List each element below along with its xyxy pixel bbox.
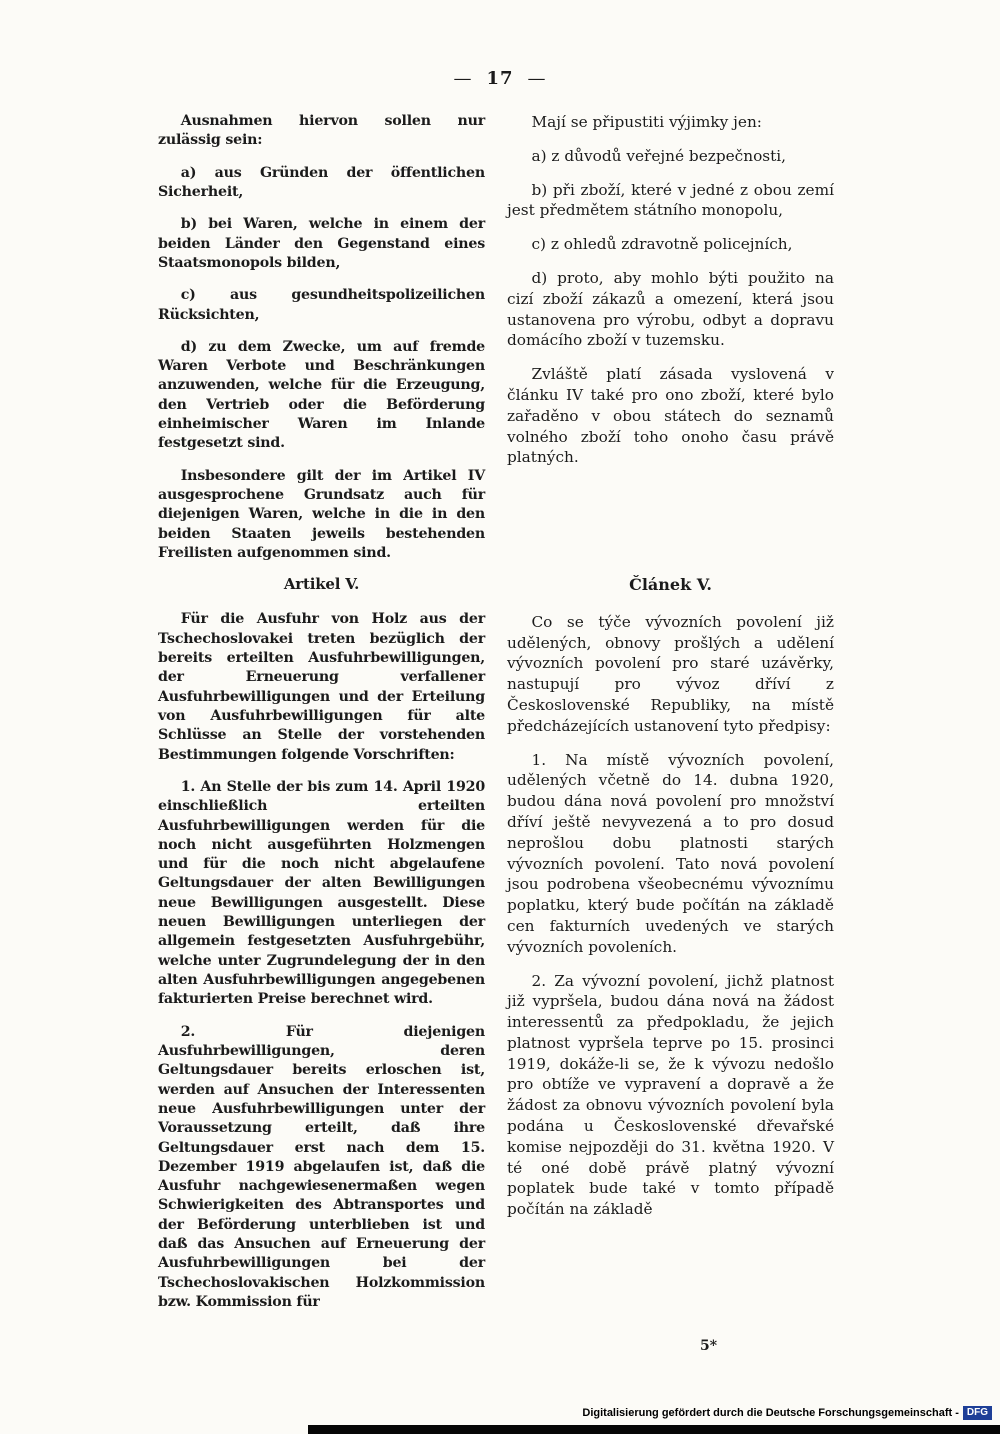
german-list-item-d: d) zu dem Zwecke, um auf fremde Waren Verbote und Beschränkungen anzuwenden, welche für die Erzeugung, den Vertrieb oder die Beförderung einheimischer Waren im Inlande festgesetzt sind. (158, 338, 485, 452)
czech-numbered-paragraph-1: 1. Na místě vývozních povolení, udělených včetně do 14. dubna 1920, budou dána nová povolení pro množství dříví ještě nevyvezená a to pro dosud neprošlou dobu platnosti starých vývozních povolení. Tato nová povolení jsou podrobena všeobecnému vývoznímu poplatku, který bude počítán na základě cen fakturních uvedených ve starých vývozních povoleních. (507, 750, 834, 956)
scan-edge-bar (308, 1425, 1000, 1434)
german-numbered-paragraph-2: 2. Für diejenigen Ausfuhrbewilligungen, deren Geltungsdauer bereits erloschen ist, werden auf Ansuchen der Interessenten neue Ausfuhrbewilligungen unter der Voraussetzung erteilt, daß ihre Geltungsdauer erst nach dem 15. Dezember 1919 abgelaufen ist, daß die Ausfuhr nachgewiesenermaßen wegen Schwierigkeiten des Abtransportes und der Beförderung unterblieben ist und daß das Ansuchen auf Erneuerung der Ausfuhrbewilligungen bei der Tschechoslovakischen Holzkommission bzw. Kommission für (158, 1023, 485, 1311)
czech-list-item-d: d) proto, aby mohlo býti použito na cizí zboží zákazů a omezení, která jsou ustanovena pro výrobu, odbyt a dopravu domácího zboží v tuzemsku. (507, 268, 834, 350)
german-column (158, 112, 485, 1325)
czech-column (507, 112, 834, 1325)
german-article-iv-section (158, 112, 485, 564)
page-number-value: 17 (486, 68, 514, 89)
german-numbered-paragraph-1: 1. An Stelle der bis zum 14. April 1920 einschließlich erteilten Ausfuhrbewilligungen werden für die noch nicht ausgeführten Holzmengen und für die noch nicht abgelaufene Geltungsdauer der alten Bewilligungen neue Bewilligungen ausgestellt. Diese neuen Bewilligungen unterliegen der allgemein festgesetzten Ausfuhrgebühr, welche unter Zugrundelegung der in den alten Ausfuhrbewilligungen angegebenen fakturierten Preise berechnet wird. (158, 778, 485, 1008)
digitization-credit-text: Digitalisierung gefördert durch die Deutsche Forschungsgemeinschaft - (582, 1407, 959, 1419)
two-column-text-block (158, 112, 834, 1325)
printers-signature-mark: 5* (700, 1338, 718, 1354)
german-list-item-c: c) aus gesundheitspolizeilichen Rücksichten, (158, 287, 485, 323)
german-intro-paragraph: Ausnahmen hiervon sollen nur zulässig sein: (158, 113, 485, 149)
german-list-item-b: b) bei Waren, welche in einem der beiden Länder den Gegenstand eines Staatsmonopols bilden, (158, 216, 485, 271)
german-insbesondere-paragraph: Insbesondere gilt der im Artikel IV ausgesprochene Grundsatz auch für diejenigen Waren, welche in die in den beiden Staaten jeweils bestehenden Freilisten aufgenommen sind. (158, 467, 485, 561)
page-number-dash-left: — (453, 68, 473, 89)
czech-list-item-a: a) z důvodů veřejné bezpečnosti, (531, 146, 787, 165)
czech-intro-paragraph: Mají se připustiti výjimky jen: (531, 113, 762, 131)
digitization-credit (582, 1406, 992, 1420)
czech-list-item-b: b) při zboží, které v jedné z obou zemí jest předmětem státního monopolu, (507, 180, 834, 220)
page-number-dash-right: — (527, 68, 547, 89)
german-article-v-heading: Artikel V. (283, 575, 360, 593)
czech-article-v-heading: Článek V. (629, 575, 712, 594)
german-list-item-a: a) aus Gründen der öffentlichen Sicherheit, (158, 164, 485, 200)
czech-numbered-paragraph-2: 2. Za vývozní povolení, jichž platnost již vypršela, budou dána nová na žádost interessentů za předpokladu, že jejich platnost vypršela teprve po 15. prosinci 1919, dokáže-li se, že k vývozu nedošlo pro obtíže ve vypravení a dopravě a že žádost za obnovu vývozních povolení byla podána u Československé dřevařské komise nejpozději do 31. května 1920. V té oné době právě platný vývozní poplatek bude také v tomto případě počítán na základě (507, 971, 834, 1219)
czech-list-item-c: c) z ohledů zdravotně policejních, (531, 235, 793, 254)
czech-article-iv-section (507, 112, 834, 564)
page-number (0, 68, 1000, 89)
dfg-logo: DFG (963, 1406, 992, 1420)
czech-zvlaste-paragraph: Zvláště platí zásada vyslovená v článku IV také pro ono zboží, které bylo zařaděno v obou státech do seznamů volného zboží toho onoho času právě platných. (507, 365, 834, 467)
czech-article-v-intro: Co se týče vývozních povolení již udělených, obnovy prošlých a udělení vývozních povolení pro staré uzávěrky, nastupují pro vývoz dříví z Československé Republiky, na místě předcházejících ustanovení tyto předpisy: (507, 612, 834, 735)
german-article-v-intro: Für die Ausfuhr von Holz aus der Tschechoslovakei treten bezüglich der bereits erteilten Ausfuhrbewilligungen, der Erneuerung verfallener Ausfuhrbewilligungen und der Erteilung von Ausfuhrbewilligungen für alte Schlüsse an Stelle der vorstehenden Bestimmungen folgende Vorschriften: (158, 611, 485, 763)
